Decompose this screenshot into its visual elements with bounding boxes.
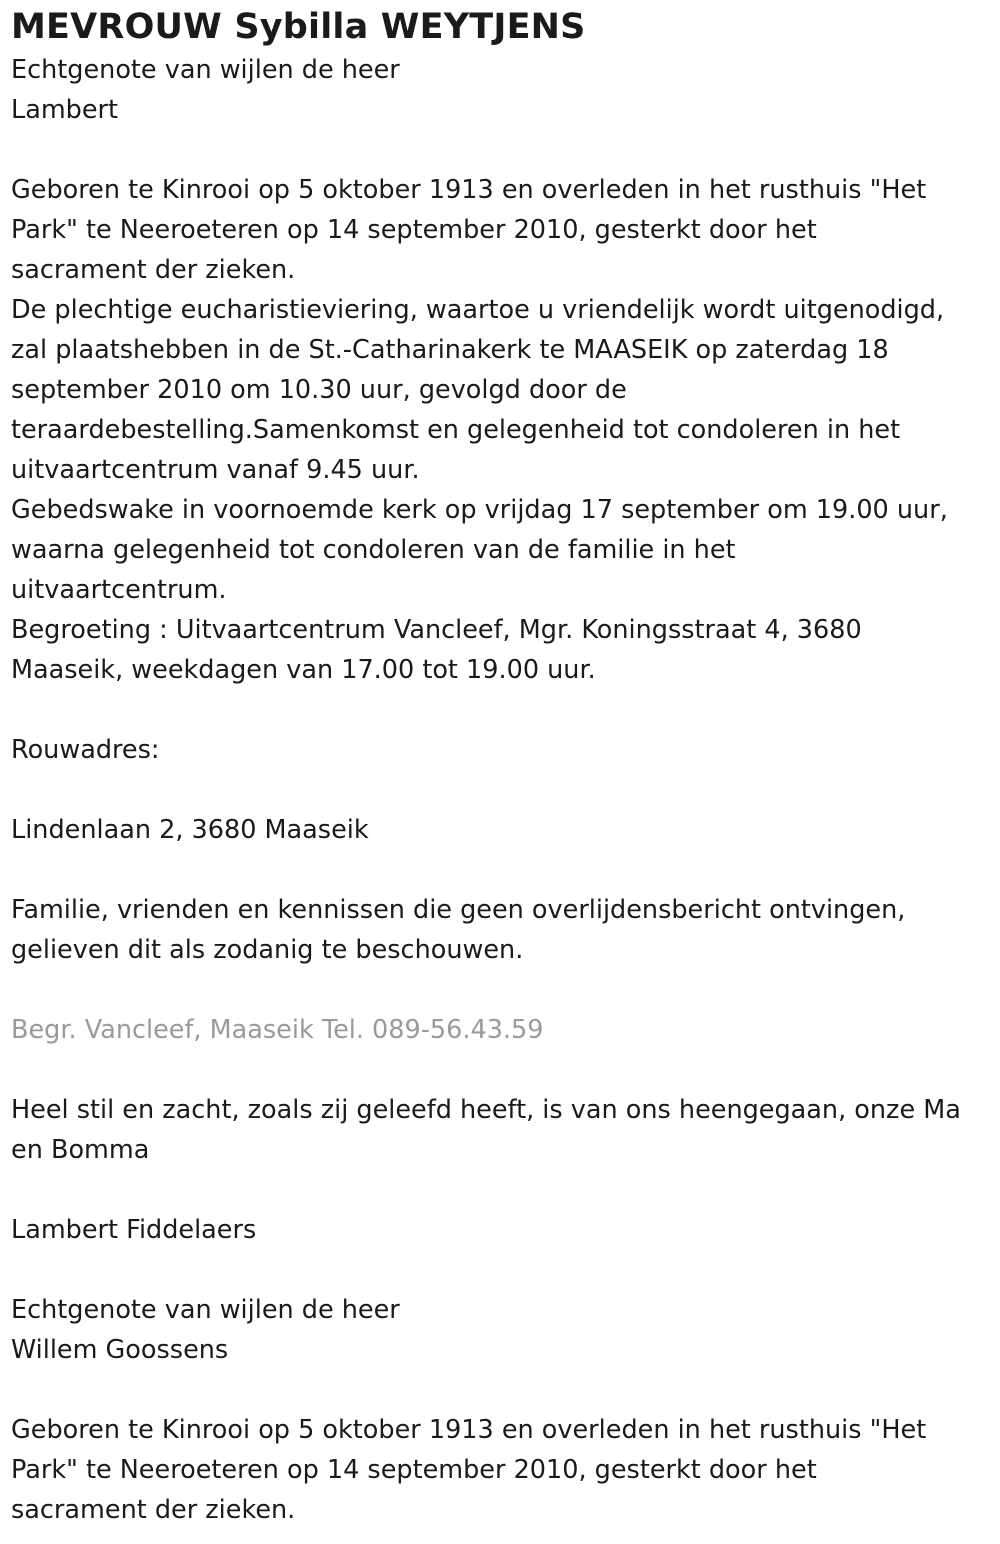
intro-line: Echtgenote van wijlen de heer [11,55,400,85]
spacer [11,1170,996,1210]
details-line: september 2010 om 10.30 uur, gevolgd door de [11,375,627,405]
rouwadres-label-block [11,730,996,770]
details-line: uitvaartcentrum vanaf 9.45 uur. [11,455,420,485]
details-line: Gebedswake in voornoemde kerk op vrijdag 17 september om 19.00 uur, [11,495,948,525]
closing-line: Heel stil en zacht, zoals zij geleefd heeft, is van ons heengegaan, onze Ma [11,1095,961,1125]
spacer [11,1370,996,1410]
intro2-block [11,1290,996,1370]
intro2-line: Willem Goossens [11,1335,229,1365]
details2-line: Geboren te Kinrooi op 5 oktober 1913 en overleden in het rusthuis "Het [11,1415,927,1445]
rouwadres-address: Lindenlaan 2, 3680 Maaseik [11,815,369,845]
details-line: zal plaatshebben in de St.-Catharinakerk te MAASEIK op zaterdag 18 [11,335,889,365]
details2-line: Park" te Neeroeteren op 14 september 2010, gesterkt door het [11,1455,817,1485]
details-line: teraardebestelling.Samenkomst en gelegenheid tot condoleren in het [11,415,901,445]
details2-block [11,1410,996,1530]
spacer [11,850,996,890]
family-note-line: Familie, vrienden en kennissen die geen overlijdensbericht ontvingen, [11,895,906,925]
details-block [11,170,996,690]
details-line: De plechtige eucharistieviering, waartoe u vriendelijk wordt uitgenodigd, [11,295,945,325]
details-line: Maaseik, weekdagen van 17.00 tot 19.00 uur. [11,655,596,685]
details-line: uitvaartcentrum. [11,575,227,605]
undertaker-contact: Begr. Vancleef, Maaseik Tel. 089-56.43.59 [11,1015,544,1045]
spacer [11,130,996,170]
obituary-page [11,0,996,1530]
intro-line: Lambert [11,95,119,125]
family-note-block [11,890,996,970]
family-note-line: gelieven dit als zodanig te beschouwen. [11,935,524,965]
undertaker-block [11,1010,996,1050]
intro-block [11,50,996,130]
spacer [11,1250,996,1290]
details-line: sacrament der zieken. [11,255,296,285]
page-title: MEVROUW Sybilla WEYTJENS [11,7,586,47]
rouwadres-label: Rouwadres: [11,735,160,765]
spacer [11,690,996,730]
closing-line: en Bomma [11,1135,150,1165]
rouwadres-block [11,810,996,850]
intro2-line: Echtgenote van wijlen de heer [11,1295,400,1325]
spacer [11,770,996,810]
details-line: Park" te Neeroeteren op 14 september 2010, gesterkt door het [11,215,817,245]
details-line: waarna gelegenheid tot condoleren van de familie in het [11,535,736,565]
spacer [11,970,996,1010]
deceased-name: Lambert Fiddelaers [11,1215,257,1245]
spacer [11,1050,996,1090]
closing-block [11,1090,996,1170]
name2-block [11,1210,996,1250]
details2-line: sacrament der zieken. [11,1495,296,1525]
details-line: Geboren te Kinrooi op 5 oktober 1913 en overleden in het rusthuis "Het [11,175,927,205]
details-line: Begroeting : Uitvaartcentrum Vancleef, Mgr. Koningsstraat 4, 3680 [11,615,862,645]
